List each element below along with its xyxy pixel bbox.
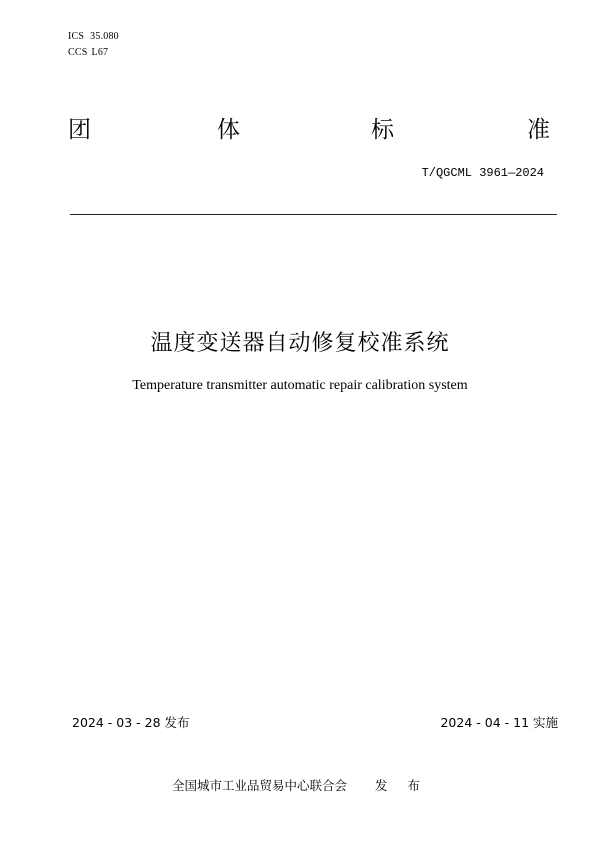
header-title-char-4: 准 xyxy=(527,117,550,143)
ccs-line xyxy=(68,47,108,59)
implementation-date: 2024 - 04 - 11 实施 xyxy=(440,715,558,730)
standard-number: T/QGCML 3961—2024 xyxy=(421,166,544,180)
issue-date: 2024 - 03 - 28 发布 xyxy=(72,715,190,730)
publisher-line xyxy=(0,778,600,793)
publisher-name: 全国城市工业品贸易中心联合会 xyxy=(172,778,348,793)
ics-line xyxy=(68,31,119,43)
publish-action: 发 布 xyxy=(375,778,428,793)
header-title-char-3: 标 xyxy=(371,117,394,143)
document-title-cn: 温度变送器自动修复校准系统 xyxy=(150,331,450,356)
ccs-label: CCS xyxy=(68,47,88,58)
header-title-char-2: 体 xyxy=(217,117,240,143)
header-divider xyxy=(70,214,557,215)
ics-code: 35.080 xyxy=(90,31,119,42)
document-title-en: Temperature transmitter automatic repair calibration system xyxy=(132,378,468,393)
ics-label: ICS xyxy=(68,31,85,42)
ccs-code: L67 xyxy=(91,47,109,58)
header-title-char-1: 团 xyxy=(68,117,91,143)
